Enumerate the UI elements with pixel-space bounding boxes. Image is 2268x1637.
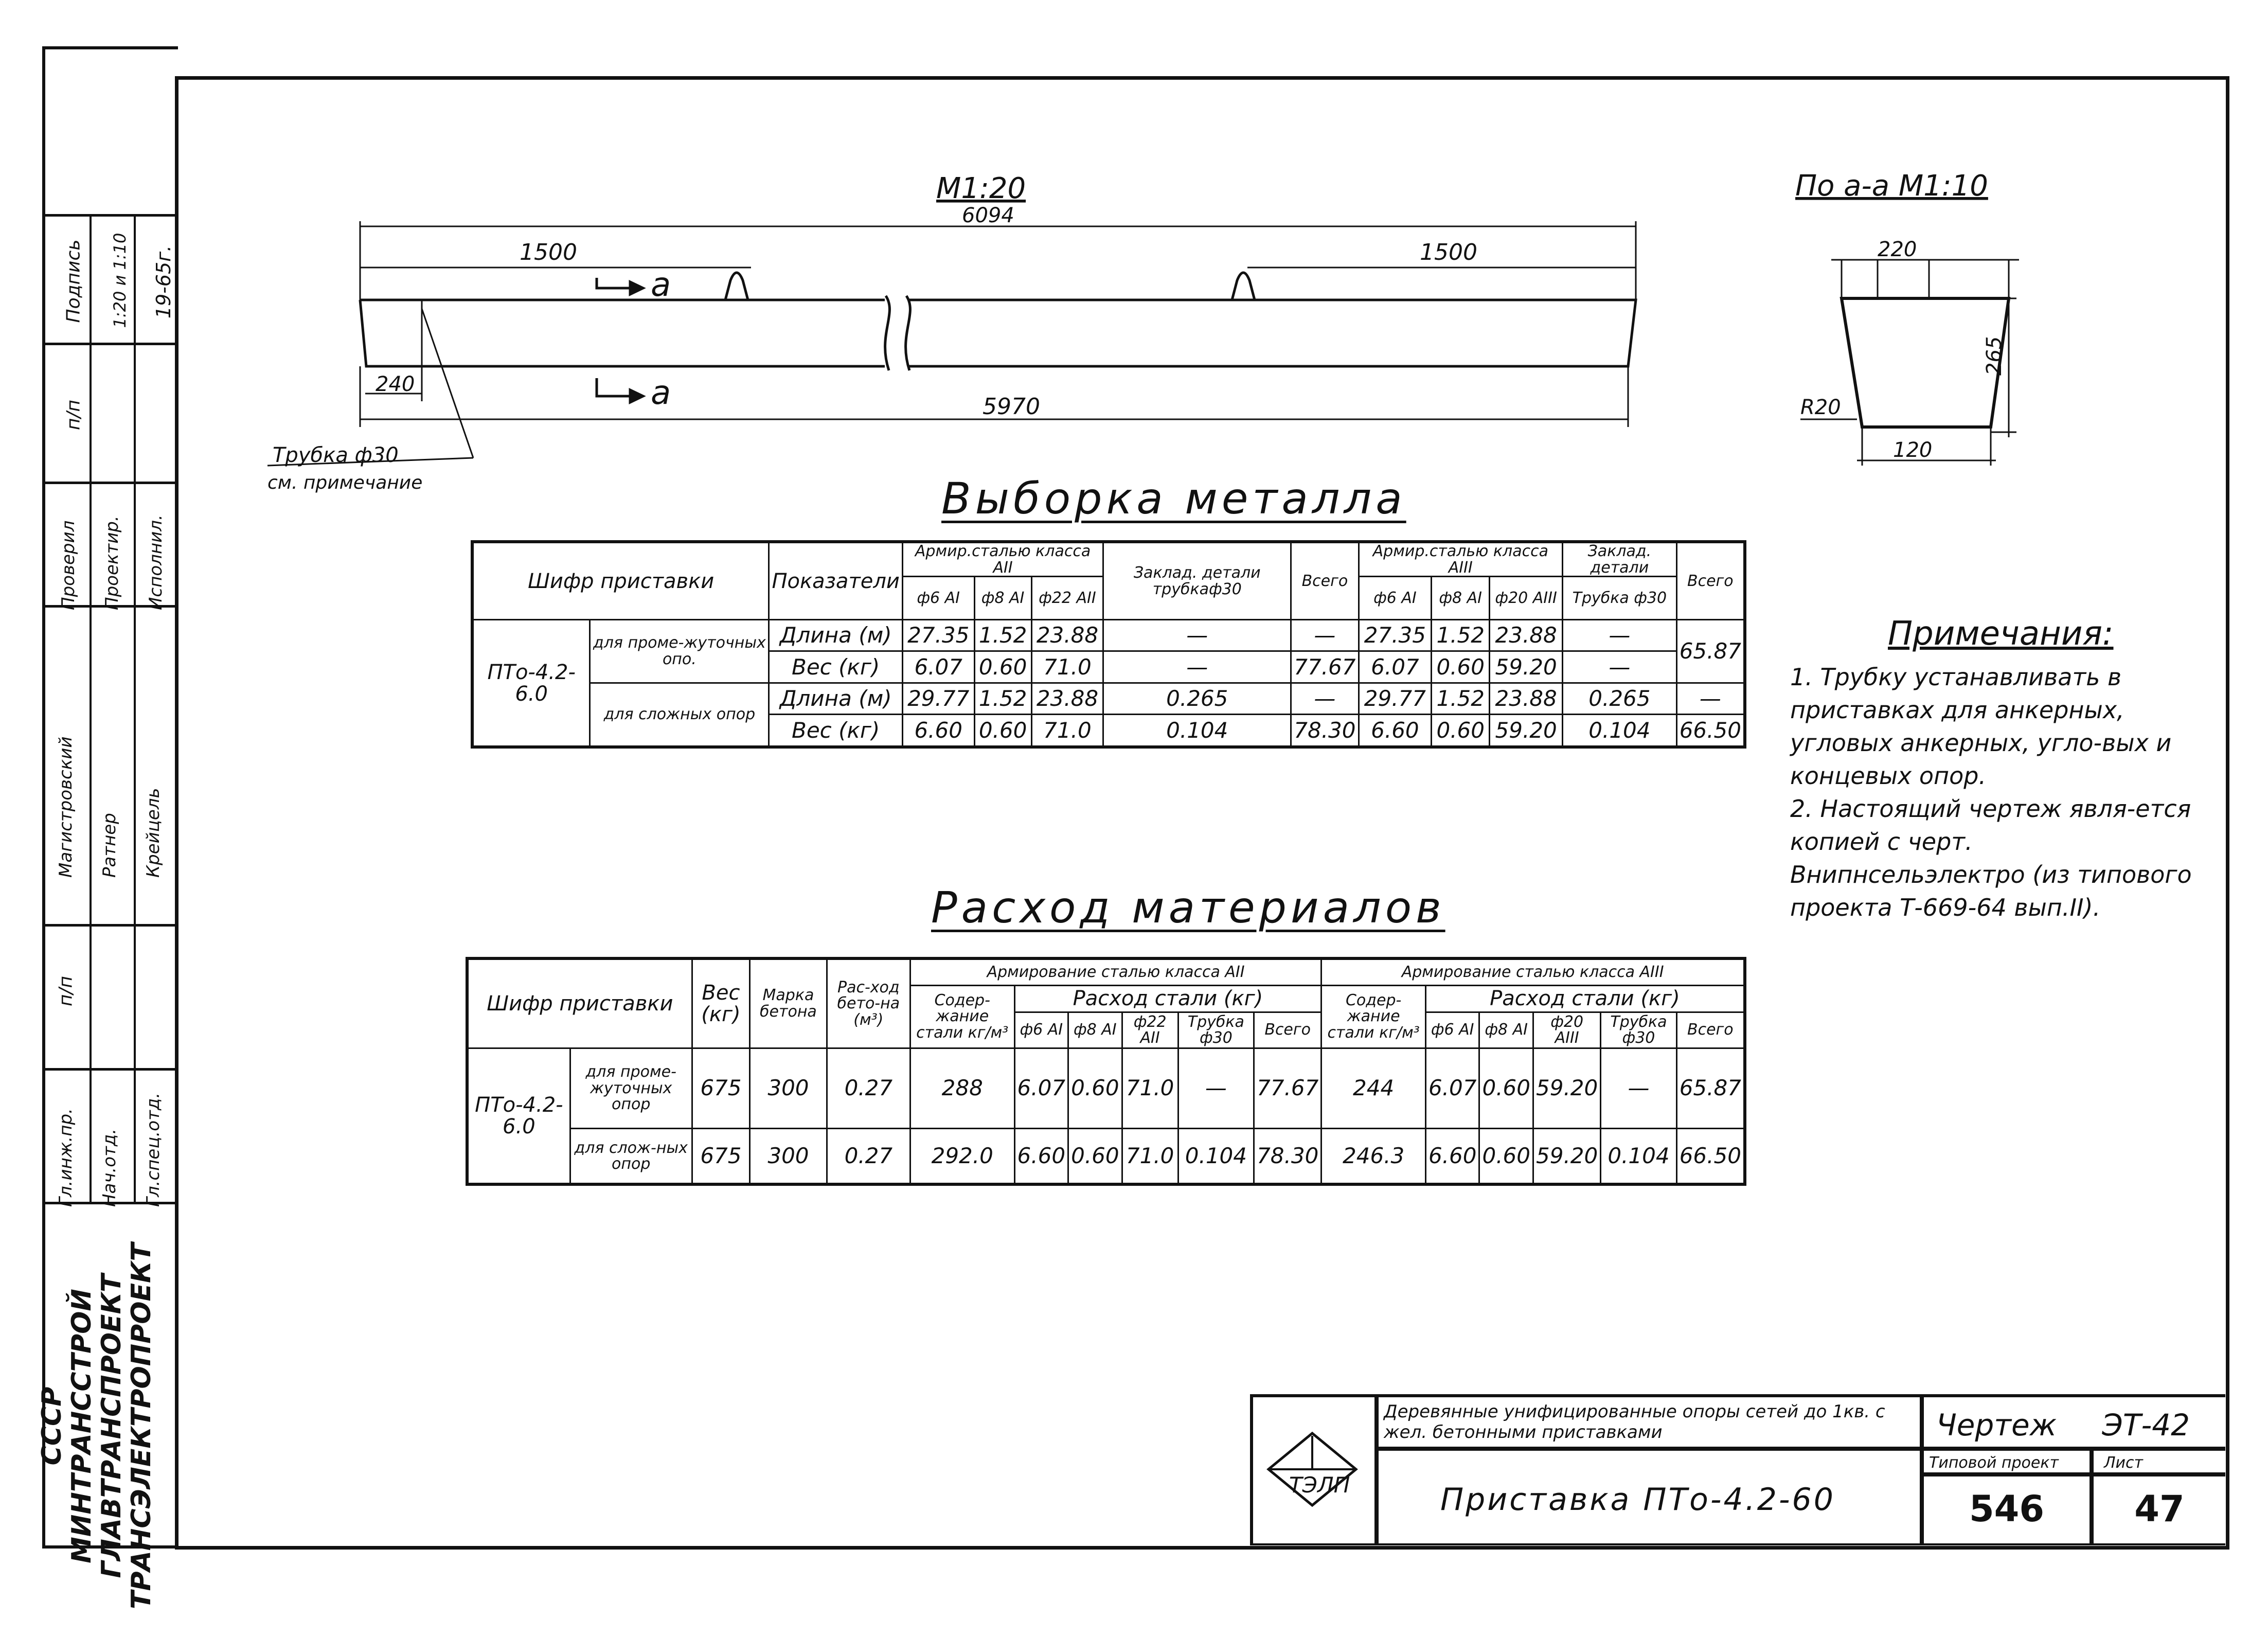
mat-sub1: для проме-жуточных опор	[570, 1048, 692, 1129]
mat-cell: 0.27	[827, 1129, 910, 1184]
scale-main: М1:20	[936, 172, 1026, 205]
mat-cell: 244	[1321, 1048, 1426, 1129]
tb-sheet-label: Лист	[2092, 1449, 2225, 1474]
mat-f8-b: ф8 АI	[1479, 1012, 1533, 1048]
metal-f6: ф6 АI	[902, 577, 974, 620]
org-4: ТРАНСЭЛЕКТРОПРОЕКТ	[126, 1243, 157, 1610]
sec-radius: R20	[1800, 396, 1841, 419]
metal-cell: 1.52	[974, 620, 1031, 651]
metal-cell: 29.77	[902, 683, 974, 714]
scale-note: 1:20 и 1:10	[110, 233, 130, 328]
metal-cell: 59.20	[1490, 715, 1563, 747]
sec-top: 220	[1878, 238, 1917, 261]
metal-head-mark: Шифр приставки	[472, 542, 769, 620]
sign-header: Подпись	[63, 239, 84, 323]
metal-f20: ф20 АIII	[1490, 577, 1563, 620]
metal-col-embed: Заклад. детали трубкаф30	[1103, 542, 1291, 620]
mat-cell: —	[1601, 1048, 1676, 1129]
metal-cell: 0.60	[974, 651, 1031, 683]
role-1: Гл.инж.пр.	[56, 1108, 76, 1207]
mat-cell: 78.30	[1254, 1129, 1321, 1184]
metal-cell: 23.88	[1490, 683, 1563, 714]
mat-cell: —	[1178, 1048, 1254, 1129]
metal-cell: 0.104	[1103, 715, 1291, 747]
metal-ind-wt: Вес (кг)	[769, 715, 902, 747]
metal-cell: 0.265	[1563, 683, 1677, 714]
metal-cell: 65.87	[1676, 620, 1745, 683]
metal-f6-b: ф6 АI	[1359, 577, 1432, 620]
mat-f6: ф6 АI	[1014, 1012, 1068, 1048]
mat-cell: 675	[692, 1048, 749, 1129]
materials-table	[466, 957, 1746, 1186]
mat-f6-b: ф6 АI	[1425, 1012, 1479, 1048]
note-1: 1. Трубку устанавливать в приставках для анкерных, угловых анкерных, угло-вых и концевых опор.	[1790, 663, 2172, 790]
mat-f20: ф20 АIII	[1533, 1012, 1600, 1048]
materials-title: Расход материалов	[931, 882, 1445, 933]
mat-cell: 0.60	[1479, 1048, 1533, 1129]
mat-mark: ПТо-4.2-6.0	[467, 1048, 570, 1184]
logo-cell	[1253, 1397, 1377, 1545]
mat-group-a3: Армирование сталью класса АIII	[1321, 958, 1745, 985]
name-1: Магистровский	[56, 736, 76, 878]
metal-col-total: Всего	[1291, 542, 1359, 620]
metal-cell: 66.50	[1676, 715, 1745, 747]
org-1: СССР	[37, 1386, 67, 1466]
metal-cell: 27.35	[1359, 620, 1432, 651]
metal-cell: 23.88	[1031, 620, 1103, 651]
mat-cell: 0.27	[827, 1048, 910, 1129]
metal-title: Выборка металла	[941, 473, 1406, 524]
mat-cell: 300	[750, 1048, 827, 1129]
metal-cell: 1.52	[974, 683, 1031, 714]
mat-head-wt: Вес (кг)	[692, 958, 749, 1048]
dim-total: 6094	[962, 204, 1014, 227]
mat-cell: 675	[692, 1129, 749, 1184]
mat-steel: Расход стали (кг)	[1014, 985, 1321, 1012]
mat-f22: ф22 АII	[1122, 1012, 1178, 1048]
role2-2: Проектир.	[102, 515, 122, 610]
mat-cell: 59.20	[1533, 1048, 1600, 1129]
section-mark-top: a	[651, 266, 671, 304]
name-2: Ратнер	[99, 813, 120, 878]
sec-bottom: 120	[1893, 438, 1933, 462]
mat-group-a2: Армирование сталью класса АII	[910, 958, 1321, 985]
role2-3: Исполнил.	[146, 514, 166, 610]
logo-text: ТЭЛП	[1289, 1472, 1350, 1498]
dim-bottom: 5970	[983, 394, 1040, 420]
metal-f8-b: ф8 АI	[1432, 577, 1490, 620]
tube-note: см. примечание	[267, 472, 423, 493]
sec-height: 265	[1983, 336, 2006, 376]
name-3: Крейцель	[143, 788, 164, 878]
metal-cell: 6.60	[902, 715, 974, 747]
metal-cell: 59.20	[1490, 651, 1563, 683]
metal-ind-wt: Вес (кг)	[769, 651, 902, 683]
metal-cell: —	[1291, 683, 1359, 714]
tb-project-no: 546	[1922, 1474, 2092, 1545]
metal-cell: 0.265	[1103, 683, 1291, 714]
metal-cell: —	[1103, 620, 1291, 651]
mat-cell: 300	[750, 1129, 827, 1184]
metal-sub2: для сложных опор	[590, 683, 769, 747]
mat-head-grade: Марка бетона	[750, 958, 827, 1048]
date: 19-65г.	[152, 245, 175, 319]
mat-cell: 6.07	[1014, 1048, 1068, 1129]
metal-cell: —	[1563, 651, 1677, 683]
metal-cell: 27.35	[902, 620, 974, 651]
tb-drawing-label: Чертеж	[1936, 1408, 2057, 1443]
metal-table	[471, 540, 1746, 749]
metal-cell: 23.88	[1490, 620, 1563, 651]
metal-cell: 0.104	[1563, 715, 1677, 747]
mat-cell: 65.87	[1676, 1048, 1745, 1129]
role2-1: Проверил	[58, 520, 79, 610]
tb-drawing-no: ЭТ-42	[2102, 1408, 2190, 1443]
tb-name: Приставка ПТо-4.2-60	[1377, 1449, 1922, 1545]
metal-head-ind: Показатели	[769, 542, 902, 620]
dim-end: 240	[376, 372, 415, 396]
metal-f22: ф22 АII	[1031, 577, 1103, 620]
mat-f8: ф8 АI	[1068, 1012, 1122, 1048]
mat-cell: 66.50	[1676, 1129, 1745, 1184]
mat-cell: 0.60	[1068, 1048, 1122, 1129]
tb-project-label: Типовой проект	[1922, 1449, 2092, 1474]
metal-sub1: для проме-жуточных опо.	[590, 620, 769, 683]
mat-cell: 59.20	[1533, 1129, 1600, 1184]
metal-mark: ПТо-4.2-6.0	[472, 620, 590, 748]
mat-head-conc: Рас-ход бето-на (м³)	[827, 958, 910, 1048]
mat-total-b: Всего	[1676, 1012, 1745, 1048]
metal-cell: 1.52	[1432, 683, 1490, 714]
metal-cell: 71.0	[1031, 651, 1103, 683]
metal-cell: 29.77	[1359, 683, 1432, 714]
mat-cell: 71.0	[1122, 1129, 1178, 1184]
pp-header-2: п/п	[63, 399, 84, 431]
metal-group-a3: Армир.сталью класса АIII	[1359, 542, 1563, 577]
metal-cell: 0.60	[1432, 715, 1490, 747]
tube-label: Трубка ф30	[273, 443, 399, 467]
telp-logo-icon	[1253, 1397, 1371, 1541]
dim-left: 1500	[520, 239, 577, 265]
mat-sub2: для слож-ных опор	[570, 1129, 692, 1184]
note-2: 2. Настоящий чертеж явля-ется копией с черт. Внипнсельэлектро (из типового проекта Т-669-64 вып.II).	[1790, 795, 2192, 921]
mat-tube: Трубка ф30	[1178, 1012, 1254, 1048]
mat-cell: 288	[910, 1048, 1014, 1129]
pp-header: п/п	[55, 975, 77, 1007]
mat-tube-b: Трубка ф30	[1601, 1012, 1676, 1048]
mat-cell: 0.60	[1479, 1129, 1533, 1184]
tb-desc: Деревянные унифицированные опоры сетей до 1кв. с жел. бетонными приставками	[1377, 1397, 1922, 1449]
metal-cell: 0.60	[974, 715, 1031, 747]
mat-content: Содер-жание стали кг/м³	[910, 985, 1014, 1048]
mat-cell: 71.0	[1122, 1048, 1178, 1129]
mat-total: Всего	[1254, 1012, 1321, 1048]
metal-group-a2: Армир.сталью класса АII	[902, 542, 1103, 577]
mat-content-2: Содер-жание стали кг/м³	[1321, 985, 1426, 1048]
metal-cell: 77.67	[1291, 651, 1359, 683]
mat-steel-2: Расход стали (кг)	[1425, 985, 1745, 1012]
org-3: ГЛАВТРАНСПРОЕКТ	[96, 1274, 127, 1578]
metal-ind-len: Длина (м)	[769, 620, 902, 651]
mat-cell: 0.60	[1068, 1129, 1122, 1184]
notes	[1790, 617, 2196, 924]
role-3: Гл.спец.отд.	[143, 1092, 164, 1207]
tb-drawing	[1922, 1397, 2225, 1449]
notes-title: Примечания:	[1888, 615, 2114, 653]
metal-cell: —	[1676, 683, 1745, 714]
mat-cell: 246.3	[1321, 1129, 1426, 1184]
metal-f8: ф8 АI	[974, 577, 1031, 620]
mat-cell: 6.60	[1014, 1129, 1068, 1184]
metal-col-embed2: Заклад. детали	[1563, 542, 1677, 577]
metal-cell: 6.60	[1359, 715, 1432, 747]
metal-ind-len: Длина (м)	[769, 683, 902, 714]
metal-cell: 0.60	[1432, 651, 1490, 683]
org-2: МИНТРАНССТРОЙ	[66, 1289, 97, 1563]
metal-tube: Трубка ф30	[1563, 577, 1677, 620]
metal-cell: —	[1291, 620, 1359, 651]
metal-cell: 1.52	[1432, 620, 1490, 651]
section-mark-bottom: a	[651, 374, 671, 412]
tb-sheet-no: 47	[2092, 1474, 2225, 1545]
mat-cell: 6.07	[1425, 1048, 1479, 1129]
metal-cell: 23.88	[1031, 683, 1103, 714]
mat-cell: 77.67	[1254, 1048, 1321, 1129]
mat-cell: 6.60	[1425, 1129, 1479, 1184]
metal-col-total2: Всего	[1676, 542, 1745, 620]
metal-cell: —	[1103, 651, 1291, 683]
role-2: Нач.отд.	[99, 1128, 120, 1207]
metal-cell: 6.07	[1359, 651, 1432, 683]
metal-cell: 71.0	[1031, 715, 1103, 747]
metal-cell: 6.07	[902, 651, 974, 683]
dim-right: 1500	[1420, 239, 1477, 265]
metal-cell: —	[1563, 620, 1677, 651]
title-block	[1250, 1394, 2225, 1545]
scale-section: По a-a М1:10	[1795, 169, 1988, 203]
mat-cell: 0.104	[1178, 1129, 1254, 1184]
mat-head-mark: Шифр приставки	[467, 958, 692, 1048]
metal-cell: 78.30	[1291, 715, 1359, 747]
mat-cell: 0.104	[1601, 1129, 1676, 1184]
mat-cell: 292.0	[910, 1129, 1014, 1184]
